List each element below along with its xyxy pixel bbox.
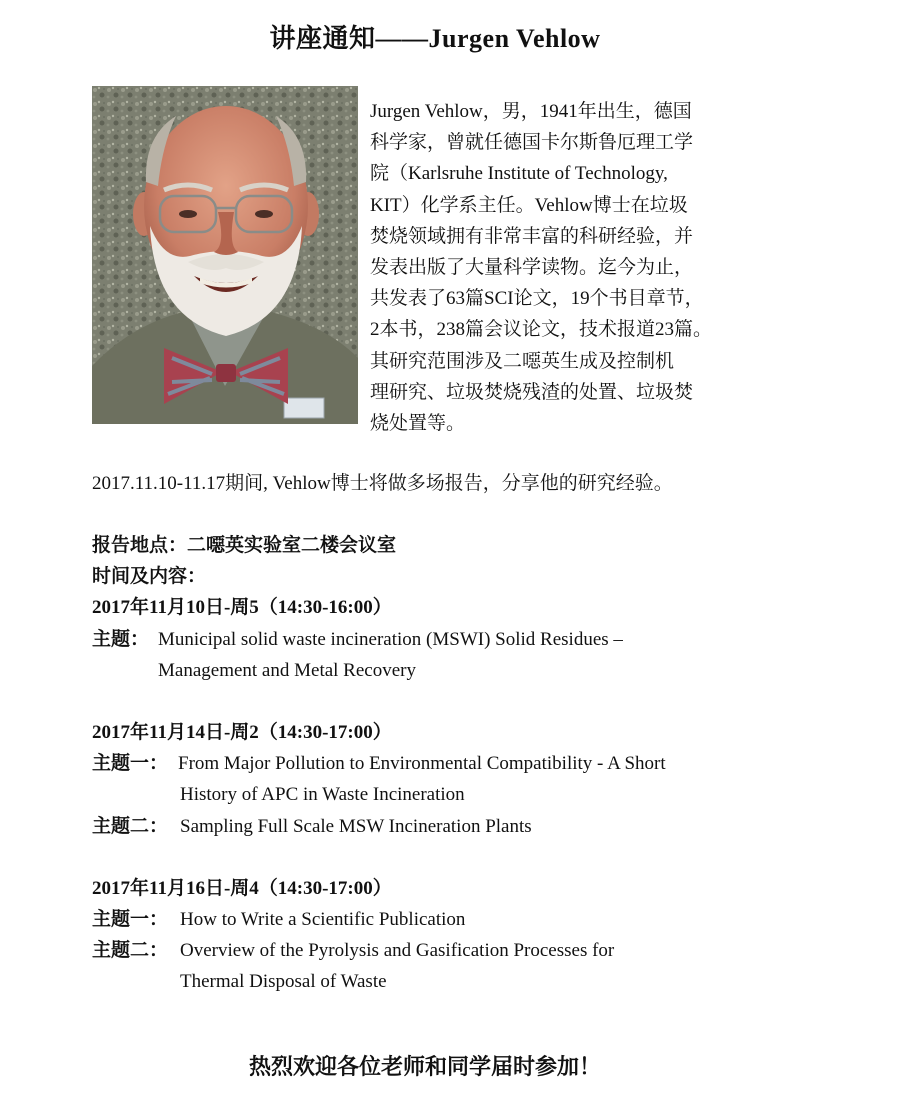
bio-line: KIT）化学系主任。Vehlow博士在垃圾	[370, 194, 688, 216]
bio-line: 发表出版了大量科学读物。迄今为止，	[370, 257, 694, 279]
bio-line: Jurgen Vehlow，男，1941年出生，德国	[370, 101, 692, 122]
session-2-date: 2017年11月14日-周2（14:30-17:00）	[92, 722, 392, 744]
topic-text: From Major Pollution to Environmental Compatibility - A Short	[178, 753, 666, 775]
speaker-bio	[370, 96, 780, 439]
bio-line: 科学家，曾就任德国卡尔斯鲁厄理工学	[370, 132, 694, 154]
bio-line: 2本书，238篇会议论文，技术报道23篇。	[370, 319, 713, 341]
topic-label: 主题二：	[92, 940, 169, 962]
session-2-topic-1	[92, 748, 852, 779]
bio-line: 烧处置等。	[370, 413, 466, 435]
session-1-date: 2017年11月10日-周5（14:30-16:00）	[92, 597, 392, 619]
lecture-location: 报告地点：二噁英实验室二楼会议室	[92, 535, 397, 556]
speaker-photo	[92, 86, 358, 424]
topic-text: How to Write a Scientific Publication	[180, 909, 466, 931]
bio-line: 理研究、垃圾焚烧残渣的处置、垃圾焚	[370, 381, 694, 403]
topic-text: Overview of the Pyrolysis and Gasification Processes for	[180, 940, 615, 962]
session-1-topic	[92, 624, 852, 655]
session-2-topic-2	[92, 811, 852, 842]
session-1-topic-cont	[92, 655, 852, 686]
bio-line: 共发表了63篇SCI论文，19个书目章节，	[370, 288, 704, 310]
topic-label: 主题：	[92, 628, 150, 650]
lecture-schedule	[92, 530, 852, 998]
welcome-footer: 热烈欢迎各位老师和同学届时参加！	[248, 1054, 601, 1079]
bio-line: 其研究范围涉及二噁英生成及控制机	[370, 350, 675, 372]
time-heading: 时间及内容：	[92, 566, 207, 588]
bio-line: 院（Karlsruhe Institute of Technology,	[370, 163, 668, 185]
session-3-topic-2-cont	[92, 966, 852, 997]
topic-text: Management and Metal Recovery	[158, 659, 416, 681]
topic-text: Sampling Full Scale MSW Incineration Plants	[180, 815, 532, 837]
session-3-date: 2017年11月16日-周4（14:30-17:00）	[92, 877, 392, 899]
topic-text: Municipal solid waste incineration (MSWI) Solid Residues –	[158, 628, 623, 650]
topic-label: 主题一：	[92, 753, 169, 775]
topic-label: 主题一：	[92, 909, 169, 931]
lecture-period: 2017.11.10-11.17期间, Vehlow博士将做多场报告，分享他的研究经验。	[92, 473, 673, 494]
bio-line: 焚烧领域拥有非常丰富的科研经验，并	[370, 225, 694, 247]
topic-text: Thermal Disposal of Waste	[180, 971, 387, 993]
session-3-topic-1	[92, 904, 852, 935]
topic-label: 主题二：	[92, 815, 169, 837]
topic-text: History of APC in Waste Incineration	[180, 784, 465, 806]
session-3-topic-2	[92, 935, 852, 966]
session-2-topic-1-cont	[92, 779, 852, 810]
page-title: 讲座通知——Jurgen Vehlow	[269, 24, 601, 53]
